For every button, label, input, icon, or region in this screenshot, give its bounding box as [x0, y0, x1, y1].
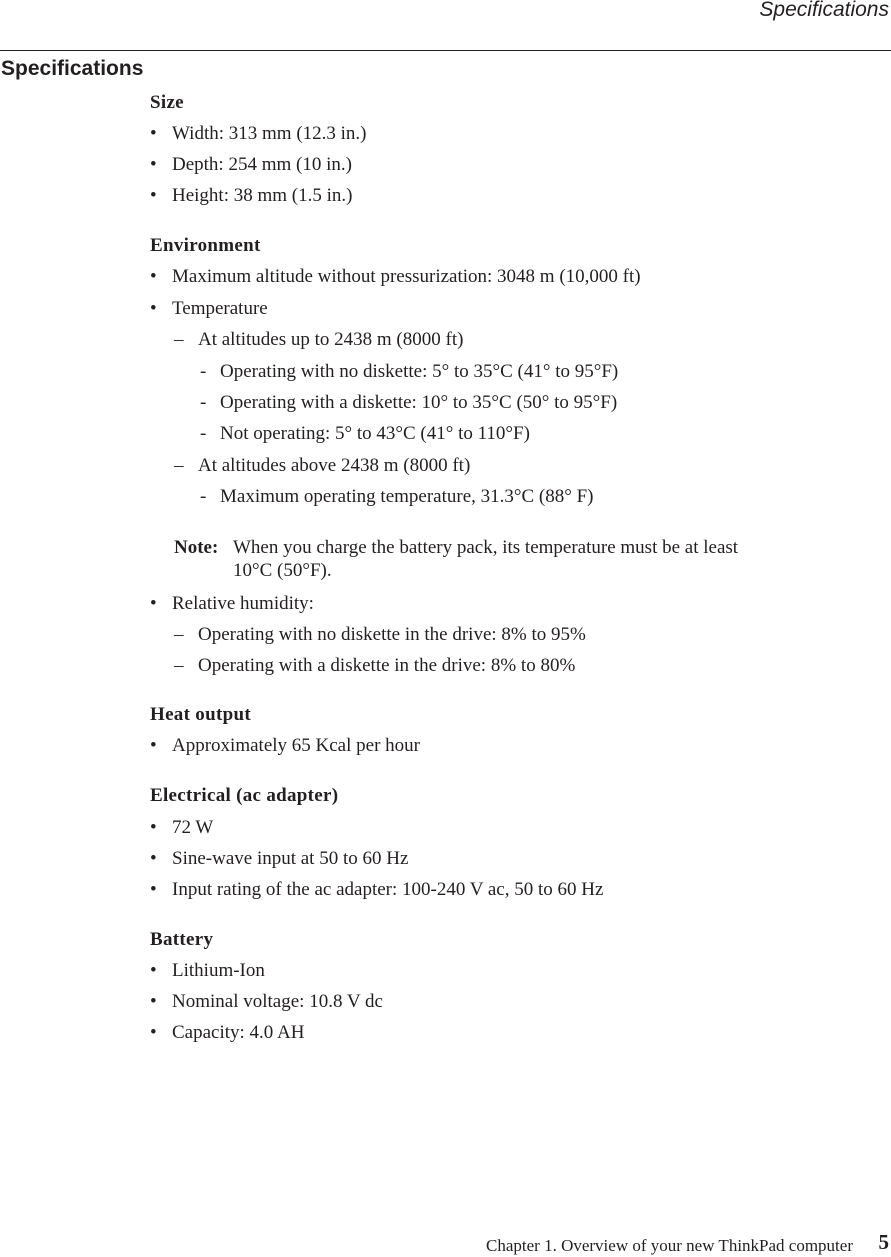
section-heading-electrical: Electrical (ac adapter): [150, 785, 339, 806]
list-item-text: 72 W: [172, 817, 214, 838]
hyphen-marker: -: [200, 486, 207, 507]
dash-marker: –: [174, 624, 184, 645]
sub-list-item-text: At altitudes above 2438 m (8000 ft): [198, 455, 471, 476]
sub-list-item-text: Operating with a diskette in the drive: 8% to 80%: [198, 655, 576, 676]
list-item-text: Approximately 65 Kcal per hour: [172, 735, 420, 756]
sub-list-item-text: At altitudes up to 2438 m (8000 ft): [198, 329, 464, 350]
hyphen-marker: -: [200, 392, 207, 413]
bullet-marker: •: [150, 185, 157, 206]
page-title: Specifications: [1, 57, 144, 80]
bullet-marker: •: [150, 298, 157, 319]
running-header-title: Specifications: [759, 0, 889, 21]
list-item-text: Relative humidity:: [172, 593, 314, 614]
sub-sub-list-item-text: Maximum operating temperature, 31.3°C (88° F): [220, 486, 594, 507]
bullet-marker: •: [150, 154, 157, 175]
list-item-text: Temperature: [172, 298, 268, 319]
page-number: 5: [878, 1230, 889, 1254]
list-item-text: Maximum altitude without pressurization: 3048 m (10,000 ft): [172, 266, 641, 287]
sub-list-item-text: Operating with no diskette in the drive: 8% to 95%: [198, 624, 586, 645]
list-item-text: Height: 38 mm (1.5 in.): [172, 185, 353, 206]
list-item-text: Nominal voltage: 10.8 V dc: [172, 991, 383, 1012]
list-item-text: Sine-wave input at 50 to 60 Hz: [172, 848, 409, 869]
section-heading-size: Size: [150, 92, 184, 113]
list-item-text: Lithium-Ion: [172, 960, 265, 981]
note-label: Note:: [174, 537, 219, 558]
hyphen-marker: -: [200, 361, 207, 382]
dash-marker: –: [174, 455, 184, 476]
bullet-marker: •: [150, 123, 157, 144]
bullet-marker: •: [150, 735, 157, 756]
hyphen-marker: -: [200, 423, 207, 444]
bullet-marker: •: [150, 593, 157, 614]
bullet-marker: •: [150, 848, 157, 869]
header-rule: [0, 50, 891, 51]
dash-marker: –: [174, 329, 184, 350]
list-item-text: Capacity: 4.0 AH: [172, 1022, 305, 1043]
sub-sub-list-item-text: Operating with no diskette: 5° to 35°C (41° to 95°F): [220, 361, 619, 382]
note-text-line-1: When you charge the battery pack, its temperature must be at least: [233, 537, 739, 558]
bullet-marker: •: [150, 991, 157, 1012]
sub-sub-list-item-text: Not operating: 5° to 43°C (41° to 110°F): [220, 423, 530, 444]
bullet-marker: •: [150, 960, 157, 981]
bullet-marker: •: [150, 1022, 157, 1043]
dash-marker: –: [174, 655, 184, 676]
section-heading-heat-output: Heat output: [150, 704, 251, 725]
bullet-marker: •: [150, 879, 157, 900]
sub-sub-list-item-text: Operating with a diskette: 10° to 35°C (50° to 95°F): [220, 392, 618, 413]
list-item-text: Width: 313 mm (12.3 in.): [172, 123, 367, 144]
footer-chapter-title: Chapter 1. Overview of your new ThinkPad computer: [486, 1236, 853, 1255]
list-item-text: Input rating of the ac adapter: 100-240 V ac, 50 to 60 Hz: [172, 879, 604, 900]
section-heading-environment: Environment: [150, 235, 261, 256]
bullet-marker: •: [150, 817, 157, 838]
list-item-text: Depth: 254 mm (10 in.): [172, 154, 352, 175]
bullet-marker: •: [150, 266, 157, 287]
note-text-line-2: 10°C (50°F).: [233, 560, 332, 581]
section-heading-battery: Battery: [150, 929, 214, 950]
